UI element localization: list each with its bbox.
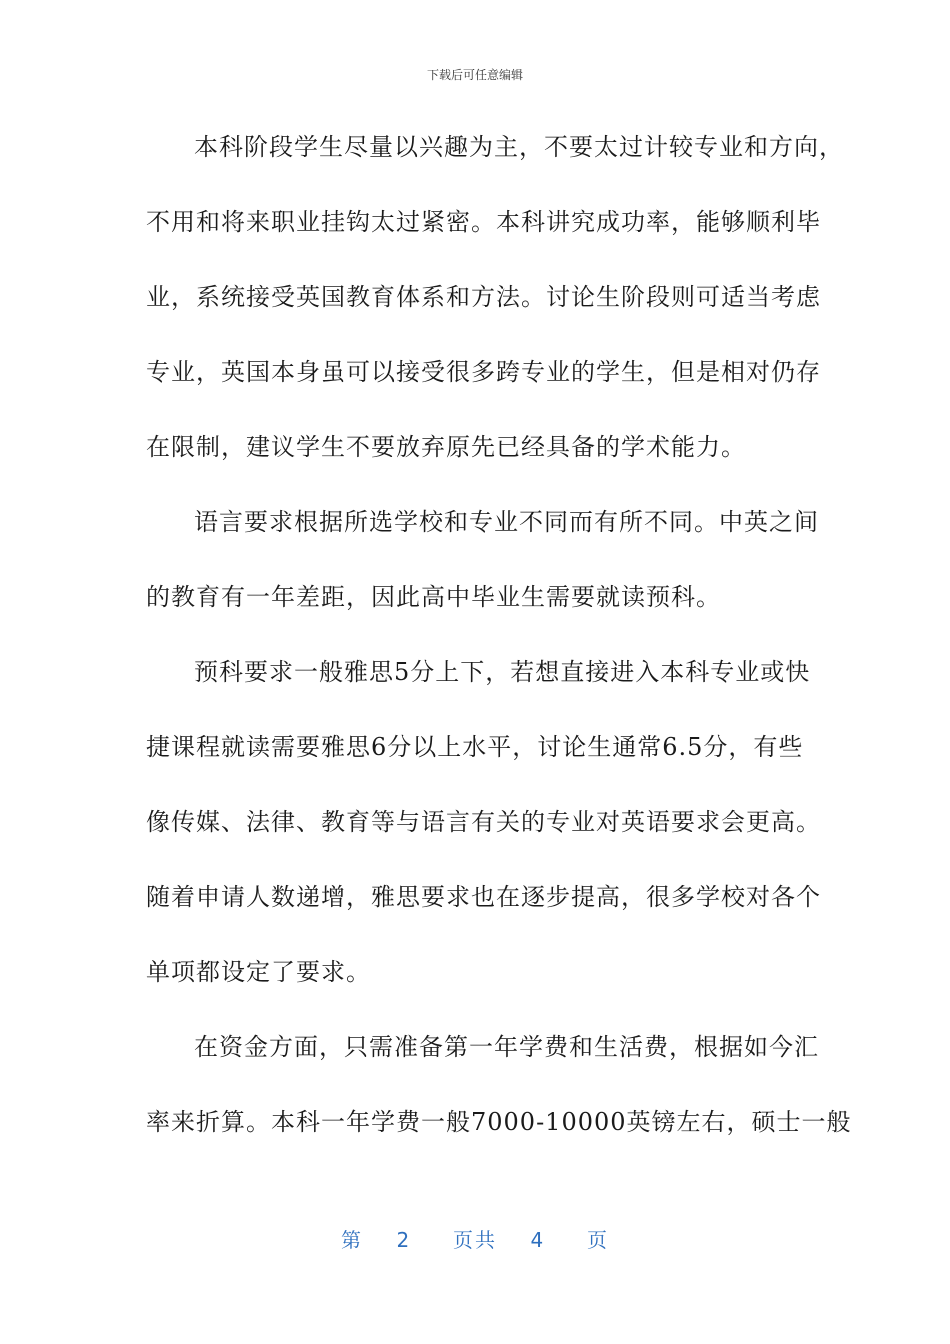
paragraph-4 [146, 1010, 852, 1160]
text-line: 本科阶段学生尽量以兴趣为主，不要太过计较专业和方向， [194, 133, 844, 161]
text-line: 率来折算。本科一年学费一般7000-10000英镑左右，硕士一般 [146, 1108, 852, 1136]
page-label-mid: 页共 [453, 1228, 497, 1252]
page-label-suffix: 页 [586, 1228, 609, 1252]
text-line: 预科要求一般雅思5分上下，若想直接进入本科专业或快 [194, 658, 811, 686]
text-line: 专业，英国本身虽可以接受很多跨专业的学生，但是相对仍存 [146, 358, 821, 386]
total-pages: 4 [530, 1228, 546, 1252]
text-line: 业，系统接受英国教育体系和方法。讨论生阶段则可适当考虑 [146, 283, 821, 311]
text-line: 不用和将来职业挂钩太过紧密。本科讲究成功率，能够顺利毕 [146, 208, 821, 236]
text-line: 在资金方面，只需准备第一年学费和生活费，根据如今汇 [194, 1033, 819, 1061]
text-line: 像传媒、法律、教育等与语言有关的专业对英语要求会更高。 [146, 808, 821, 836]
text-line: 的教育有一年差距，因此高中毕业生需要就读预科。 [146, 583, 721, 611]
paragraph-1 [146, 110, 844, 485]
paragraph-2 [146, 485, 819, 635]
document-body [146, 110, 852, 1160]
text-line: 语言要求根据所选学校和专业不同而有所不同。中英之间 [194, 508, 819, 536]
paragraph-3 [146, 635, 821, 1010]
page-header: 下载后可任意编辑 [426, 68, 523, 82]
text-line: 随着申请人数递增，雅思要求也在逐步提高，很多学校对各个 [146, 883, 821, 911]
text-line: 单项都设定了要求。 [146, 958, 371, 986]
page-label-prefix: 第 [341, 1228, 364, 1252]
page-footer [0, 1224, 950, 1253]
text-line: 在限制，建议学生不要放弃原先已经具备的学术能力。 [146, 433, 746, 461]
page-number: 2 [396, 1228, 412, 1252]
text-line: 捷课程就读需要雅思6分以上水平，讨论生通常6.5分，有些 [146, 733, 804, 761]
